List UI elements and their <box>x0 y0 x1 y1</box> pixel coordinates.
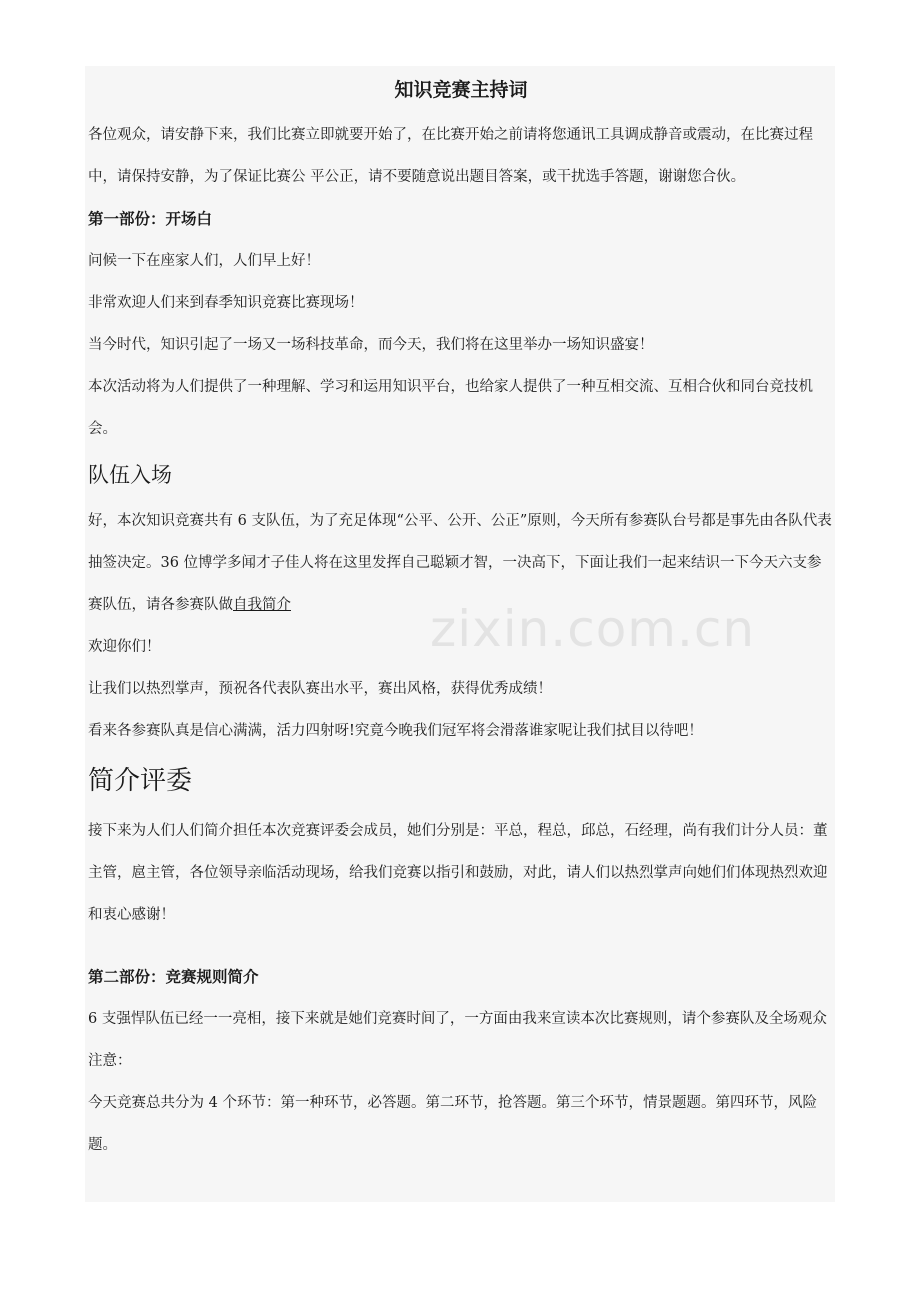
judges-heading: 简介评委 <box>88 766 193 796</box>
teams-heading: 队伍入场 <box>88 463 172 487</box>
part1-paragraph-2: 非常欢迎人们来到春季知识竞赛比赛现场！ <box>88 295 364 311</box>
part1-paragraph-4: 本次活动将为人们提供了一种理解、学习和运用知识平台，也给家人提供了一种互相交流、互相合伙和同台竞技机会。 <box>88 379 813 437</box>
part2-paragraph-2: 今天竞赛总共分为 4 个环节：第一种环节，必答题。第二环节，抢答题。第三个环节，情景题题。第四环节，风险题。 <box>88 1095 817 1153</box>
teams-paragraph-3: 让我们以热烈掌声，预祝各代表队赛出水平，赛出风格，获得优秀成绩！ <box>88 681 552 697</box>
part1-heading: 第一部份：开场白 <box>88 209 213 228</box>
part1-paragraph-3: 当今时代，知识引起了一场又一场科技革命，而今天，我们将在这里举办一场知识盛宴！ <box>88 337 654 353</box>
teams-paragraph-1-text: 好，本次知识竞赛共有 6 支队伍，为了充足体现“公平、公开、公正”原则，今天所有参赛队台号都是事先由各队代表抽签决定。36 位博学多闻才子佳人将在这里发挥自己聪颖才智，一决高下，下面让我们一起来结识一下今天六支参赛队伍，请各参赛队做 <box>88 513 832 613</box>
teams-paragraph-4: 看来各参赛队真是信心满满，活力四射呀!究竟今晚我们冠军将会滑落谁家呢让我们拭目以待吧！ <box>88 723 703 739</box>
part1-paragraph-1: 问候一下在座家人们，人们早上好！ <box>88 253 320 269</box>
section-spacer <box>88 936 834 956</box>
judges-paragraph: 接下来为人们人们简介担任本次竞赛评委会成员，她们分别是：平总，程总，邱总，石经理，尚有我们计分人员：董主管，扈主管，各位领导亲临活动现场，给我们竞赛以指引和鼓励，对此，请人们以热烈掌声向她们们体现热烈欢迎和衷心感谢！ <box>88 823 828 923</box>
watermark-text: zixin.com.cn <box>430 600 756 658</box>
document-title: 知识竞赛主持词 <box>394 79 528 101</box>
part2-heading: 第二部份：竞赛规则简介 <box>88 967 259 986</box>
self-intro-link[interactable]: 自我简介 <box>233 597 291 613</box>
teams-paragraph-2: 欢迎你们！ <box>88 639 161 655</box>
intro-paragraph: 各位观众，请安静下来，我们比赛立即就要开始了，在比赛开始之前请将您通讯工具调成静音或震动，在比赛过程中，请保持安静，为了保证比赛公 平公正，请不要随意说出题目答案，或干扰选手答题，谢谢您合伙。 <box>88 127 813 185</box>
part2-paragraph-1: 6 支强悍队伍已经一一亮相，接下来就是她们竞赛时间了，一方面由我来宣读本次比赛规则，请个参赛队及全场观众注意： <box>88 1011 827 1069</box>
